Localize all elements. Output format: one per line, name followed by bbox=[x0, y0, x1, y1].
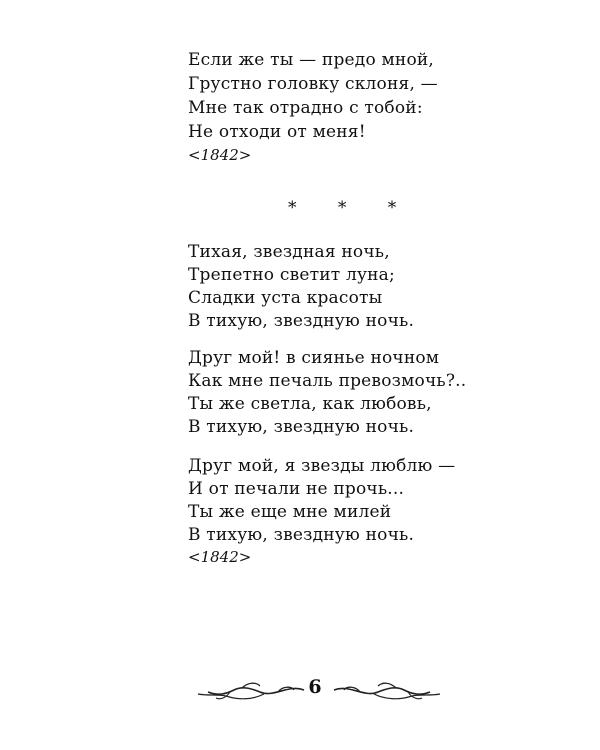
section-separator: * * * bbox=[288, 198, 415, 218]
poem-date: <1842> bbox=[188, 548, 252, 566]
poem-line: Мне так отрадно с тобой: bbox=[188, 98, 423, 118]
poem-line: Не отходи от меня! bbox=[188, 122, 366, 142]
poem-line: Друг мой, я звезды люблю — bbox=[188, 456, 456, 476]
poem-line: Сладки уста красоты bbox=[188, 288, 383, 308]
page-number: 6 bbox=[308, 676, 322, 698]
poem-line: Друг мой! в сиянье ночном bbox=[188, 348, 440, 368]
poem-line: Тихая, звездная ночь, bbox=[188, 242, 390, 262]
poem-date: <1842> bbox=[188, 146, 252, 164]
flourish-ornament-icon bbox=[196, 680, 306, 704]
poem-line: Ты же еще мне милей bbox=[188, 502, 392, 522]
poem-line: В тихую, звездную ночь. bbox=[188, 417, 415, 437]
poem-line: Трепетно светит луна; bbox=[188, 265, 395, 285]
poem-line: И от печали не прочь... bbox=[188, 479, 405, 499]
poem-line: Ты же светла, как любовь, bbox=[188, 394, 432, 414]
poem-line: Как мне печаль превозмочь?.. bbox=[188, 371, 467, 391]
poem-line: В тихую, звездную ночь. bbox=[188, 525, 415, 545]
poem-line: В тихую, звездную ночь. bbox=[188, 311, 415, 331]
poem-line: Если же ты — предо мной, bbox=[188, 50, 435, 70]
poem-line: Грустно головку склоня, — bbox=[188, 74, 438, 94]
flourish-ornament-icon bbox=[332, 680, 442, 704]
